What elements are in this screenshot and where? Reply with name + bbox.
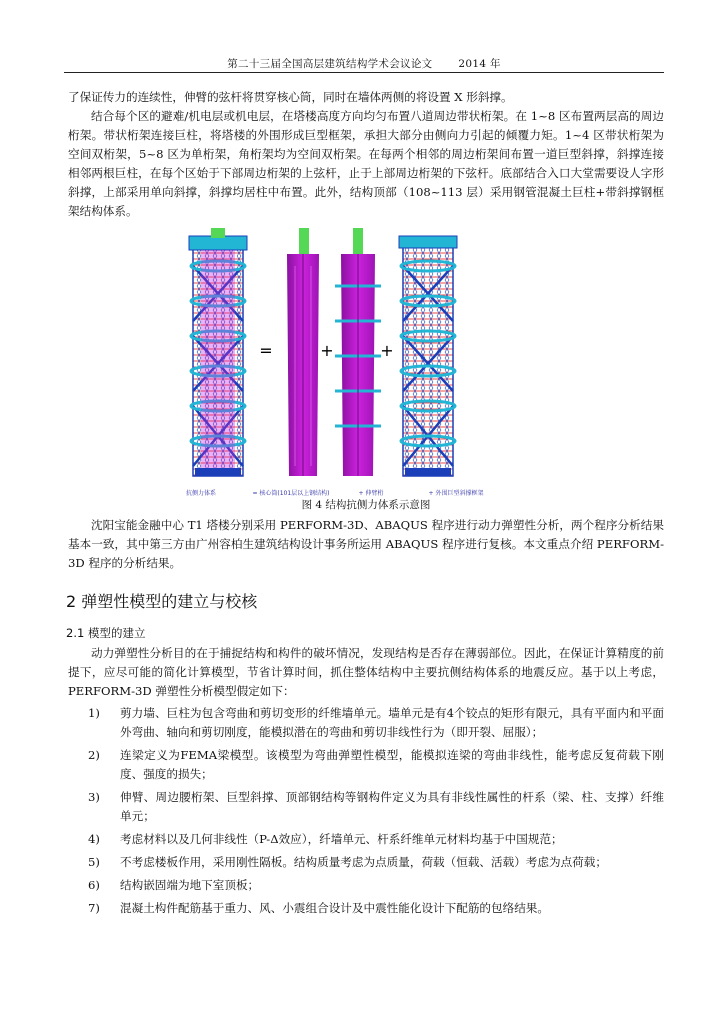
figure-4 bbox=[68, 226, 664, 512]
panel-lateral-system bbox=[189, 228, 247, 476]
paragraph-3: 沈阳宝能金融中心 T1 塔楼分别采用 PERFORM-3D、ABAQUS 程序进行动力弹塑性分析，两个程序分析结果基本一致，其中第三方由广州容柏生建筑结构设计事务所运用 ABAQUS 程序进行复核。本文重点介绍 PERFORM-3D 程序的分析结果。 bbox=[68, 518, 664, 570]
list-item-number: 7) bbox=[88, 901, 100, 915]
running-header bbox=[64, 56, 664, 71]
figure-label-4: + 外围巨型斜撑框架 bbox=[428, 490, 484, 497]
list-item-number: 6) bbox=[88, 878, 100, 892]
figure-caption: 图 4 结构抗侧力体系示意图 bbox=[301, 499, 431, 511]
list-item bbox=[68, 853, 664, 872]
list-item bbox=[68, 704, 664, 742]
page-body bbox=[68, 88, 664, 922]
list-item-text: 伸臂、周边腰桁架、巨型斜撑、顶部钢结构等钢构件定义为具有非线性属性的杆系（梁、柱、支撑）纤维单元； bbox=[120, 790, 664, 823]
list-item bbox=[68, 746, 664, 784]
figure-label-1: 抗侧力体系 bbox=[185, 490, 217, 497]
assumption-list bbox=[68, 704, 664, 918]
paragraph-4: 动力弹塑性分析目的在于捕捉结构和构件的破坏情况，发现结构是否存在薄弱部位。因此，在保证计算精度的前提下，应尽可能的简化计算模型，节省计算时间，抓住整体结构中主要抗侧结构体系的地震反应。基于以上考虑，PERFORM-3D 弹塑性分析模型假定如下： bbox=[68, 646, 664, 698]
list-item-text: 不考虑楼板作用，采用刚性隔板。结构质量考虑为点质量，荷载（恒载、活载）考虑为点荷载； bbox=[120, 855, 607, 869]
list-item-number: 2) bbox=[88, 748, 100, 762]
panel-mega-frame bbox=[399, 236, 457, 476]
operator-plus-2: + bbox=[380, 341, 394, 360]
list-item-number: 3) bbox=[88, 790, 100, 804]
list-item bbox=[68, 876, 664, 895]
list-item-text: 剪力墙、巨柱为包含弯曲和剪切变形的纤维墙单元。墙单元是有4个铰点的矩形有限元，具有平面内和平面外弯曲、轴向和剪切刚度，能模拟潜在的弯曲和剪切非线性行为（即开裂、屈服）； bbox=[120, 706, 664, 739]
header-year: 2014 年 bbox=[458, 58, 501, 70]
list-item-number: 5) bbox=[88, 855, 100, 869]
figure-label-2: = 核心筒(101层以上钢结构) bbox=[252, 490, 330, 497]
list-item-text: 混凝土构件配筋基于重力、风、小震组合设计及中震性能化设计下配筋的包络结果。 bbox=[120, 901, 549, 915]
figure-label-strip bbox=[171, 486, 561, 498]
figure-label-3: + 伸臂桁 bbox=[358, 490, 384, 497]
list-item-text: 连梁定义为FEMA梁模型。该模型为弯曲弹塑性模型，能模拟连梁的弯曲非线性，能考虑反复荷载下刚度、强度的损失； bbox=[120, 748, 664, 781]
section-2-title: 2 弹塑性模型的建立与校核 bbox=[66, 592, 258, 611]
list-item-number: 1) bbox=[88, 706, 100, 720]
list-item-number: 4) bbox=[88, 832, 100, 846]
paragraph-2: 结合每个区的避难/机电层或机电层，在塔楼高度方向均匀布置八道周边带状桁架。在 1~8 区布置两层高的周边桁架。带状桁架连接巨柱，将塔楼的外围形成巨型框架，承担大部分由侧向力引起的倾覆力矩。1~4 区带状桁架为空间双桁架，5~8 区为单桁架，角桁架均为空间双桁架。在每两个相邻的周边桁架间布置一道巨型斜撑，斜撑连接相邻两根巨柱，在每个区始于下部周边桁架的上弦杆，止于上部周边桁架的下弦杆。底部结合入口大堂需要设人字形斜撑，上部采用单向斜撑，斜撑均居柱中布置。此外，结构顶部（108~113 层）采用钢管混凝土巨柱+带斜撑钢框架结构体系。 bbox=[68, 109, 664, 218]
structure-diagram bbox=[171, 226, 561, 486]
list-item bbox=[68, 830, 664, 849]
header-conference: 第二十三届全国高层建筑结构学术会议论文 bbox=[227, 58, 433, 70]
operator-plus-1: + bbox=[320, 341, 334, 360]
list-item-text: 考虑材料以及几何非线性（P-Δ效应），纤墙单元、杆系纤维单元材料均基于中国规范； bbox=[120, 832, 563, 846]
list-item bbox=[68, 788, 664, 826]
subsection-2-1-title: 2.1 模型的建立 bbox=[66, 626, 146, 640]
header-rule bbox=[64, 72, 664, 73]
list-item bbox=[68, 899, 664, 918]
panel-outriggers bbox=[335, 228, 381, 476]
operator-equals: = bbox=[259, 341, 273, 360]
paragraph-1: 了保证传力的连续性，伸臂的弦杆将贯穿核心筒，同时在墙体两侧的将设置 X 形斜撑。 bbox=[68, 90, 513, 104]
panel-core-tube bbox=[287, 228, 319, 476]
list-item-text: 结构嵌固端为地下室顶板； bbox=[120, 878, 260, 892]
